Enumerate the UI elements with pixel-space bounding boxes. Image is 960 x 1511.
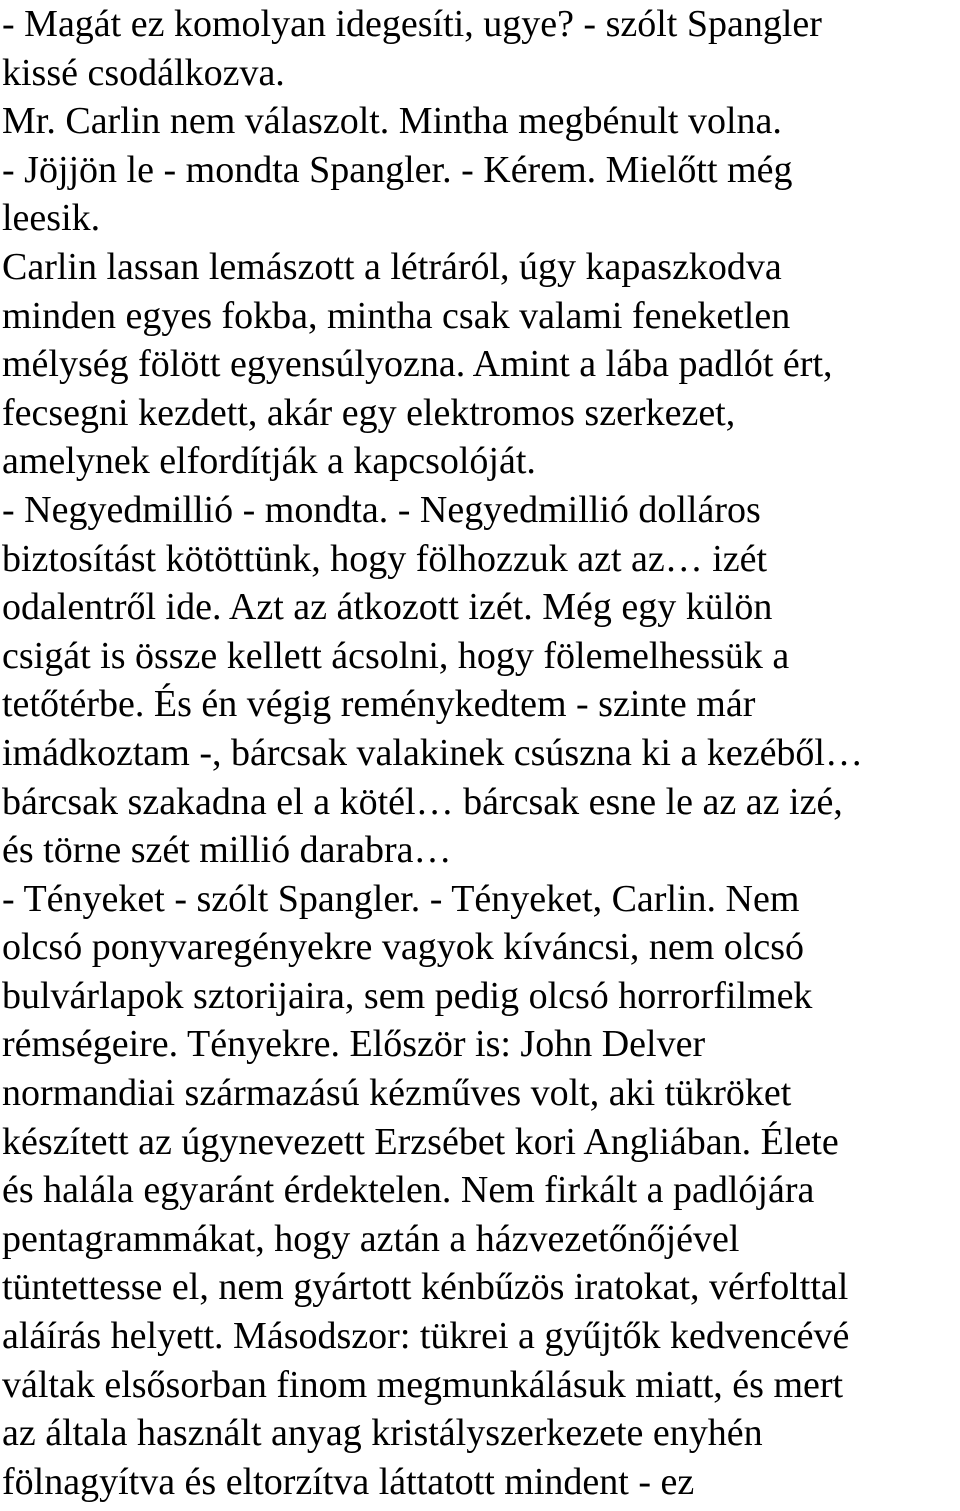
text-line: leesik.: [2, 197, 101, 240]
document-page: [2, 0, 958, 1506]
text-line: olcsó ponyvaregényekre vagyok kíváncsi, nem olcsó: [2, 926, 804, 969]
text-line: mélység fölött egyensúlyozna. Amint a lába padlót ért,: [2, 343, 833, 386]
text-line: fölnagyítva és eltorzítva láttatott mindent - ez: [2, 1460, 695, 1503]
text-line: bárcsak szakadna el a kötél… bárcsak esne le az az izé,: [2, 780, 843, 823]
text-line: rémségeire. Tényekre. Először is: John Delver: [2, 1023, 706, 1066]
text-line: fecsegni kezdett, akár egy elektromos szerkezet,: [2, 391, 736, 434]
text-line: tetőtérbe. És én végig reménykedtem - szinte már: [2, 683, 756, 726]
text-line: kissé csodálkozva.: [2, 51, 285, 94]
text-line: és halála egyaránt érdektelen. Nem firkált a padlójára: [2, 1169, 815, 1212]
text-line: az általa használt anyag kristályszerkezete enyhén: [2, 1412, 763, 1455]
text-line: imádkoztam -, bárcsak valakinek csúszna ki a kezéből…: [2, 731, 863, 774]
text-line: biztosítást kötöttünk, hogy fölhozzuk azt az… izét: [2, 537, 768, 580]
text-line: tüntettesse el, nem gyártott kénbűzös iratokat, vérfolttal: [2, 1266, 849, 1309]
text-line: minden egyes fokba, mintha csak valami feneketlen: [2, 294, 791, 337]
text-line: amelynek elfordítják a kapcsolóját.: [2, 440, 536, 483]
text-line: normandiai származású kézműves volt, aki tükröket: [2, 1072, 792, 1115]
text-line: csigát is össze kellett ácsolni, hogy fölemelhessük a: [2, 634, 790, 677]
text-line: pentagrammákat, hogy aztán a házvezetőnőjével: [2, 1217, 740, 1260]
text-line: bulvárlapok sztorijaira, sem pedig olcsó horrorfilmek: [2, 974, 813, 1017]
text-line: - Negyedmillió - mondta. - Negyedmillió dolláros: [2, 488, 761, 531]
text-line: - Jöjjön le - mondta Spangler. - Kérem. Mielőtt még: [2, 148, 793, 191]
text-line: - Tényeket - szólt Spangler. - Tényeket, Carlin. Nem: [2, 877, 800, 920]
text-line: és törne szét millió darabra…: [2, 829, 452, 872]
text-line: - Magát ez komolyan idegesíti, ugye? - szólt Spangler: [2, 3, 822, 45]
text-line: odalentről ide. Azt az átkozott izét. Még egy külön: [2, 586, 773, 629]
text-line: váltak elsősorban finom megmunkálásuk miatt, és mert: [2, 1363, 844, 1406]
text-line: készített az úgynevezett Erzsébet kori Angliában. Élete: [2, 1120, 839, 1163]
text-line: Mr. Carlin nem válaszolt. Mintha megbénult volna.: [2, 100, 782, 143]
text-line: aláírás helyett. Másodszor: tükrei a gyűjtők kedvencévé: [2, 1315, 850, 1358]
text-line: Carlin lassan lemászott a létráról, úgy kapaszkodva: [2, 245, 782, 288]
